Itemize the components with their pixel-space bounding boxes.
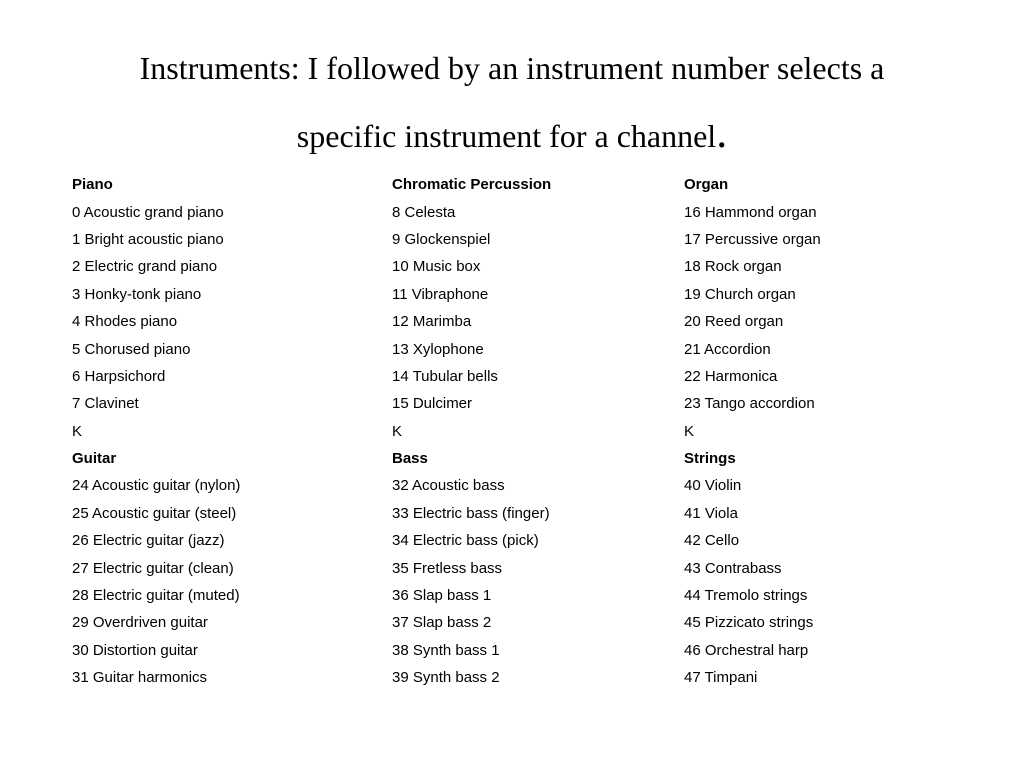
instrument-table-body (72, 171, 884, 691)
instrument-item: 36 Slap bass 1 (392, 587, 492, 605)
instrument-item: 26 Electric guitar (jazz) (72, 532, 225, 550)
group-heading: Organ (684, 176, 729, 194)
continuation-mark: K (392, 422, 403, 440)
instrument-item: 6 Harpsichord (72, 367, 166, 385)
instrument-item: 12 Marimba (392, 313, 472, 331)
instrument-item: 16 Hammond organ (684, 203, 817, 221)
group-heading: Guitar (72, 450, 117, 468)
instrument-item: 44 Tremolo strings (684, 587, 808, 605)
instrument-row (72, 500, 884, 527)
instrument-row (72, 637, 884, 664)
instrument-row (72, 198, 884, 225)
instrument-row (72, 664, 884, 691)
instrument-item: 15 Dulcimer (392, 395, 473, 413)
instrument-row (72, 335, 884, 362)
instrument-item: 5 Chorused piano (72, 340, 191, 358)
instrument-item: 37 Slap bass 2 (392, 614, 492, 632)
instrument-item: 20 Reed organ (684, 313, 784, 331)
group-heading-row (72, 171, 884, 198)
instrument-item: 42 Cello (684, 532, 740, 550)
instrument-item: 27 Electric guitar (clean) (72, 559, 234, 577)
instrument-item: 40 Violin (684, 477, 742, 495)
instrument-item: 33 Electric bass (finger) (392, 504, 550, 522)
title-line-2-text: specific instrument for a channel (296, 118, 717, 154)
instrument-item: 2 Electric grand piano (72, 258, 218, 276)
instrument-item: 10 Music box (392, 258, 481, 276)
instrument-row (72, 281, 884, 308)
instrument-item: 38 Synth bass 1 (392, 641, 500, 659)
instrument-row (72, 472, 884, 499)
instrument-item: 46 Orchestral harp (684, 641, 809, 659)
instrument-item: 19 Church organ (684, 285, 796, 303)
instrument-item: 25 Acoustic guitar (steel) (72, 504, 237, 522)
continuation-mark: K (684, 422, 695, 440)
instrument-row (72, 582, 884, 609)
instrument-item: 43 Contrabass (684, 559, 782, 577)
instrument-table (72, 171, 884, 691)
instrument-item: 41 Viola (684, 504, 738, 522)
instrument-item: 14 Tubular bells (392, 367, 498, 385)
instrument-row (72, 554, 884, 581)
instrument-row (72, 609, 884, 636)
instrument-item: 35 Fretless bass (392, 559, 503, 577)
instrument-row (72, 363, 884, 390)
instrument-item: 23 Tango accordion (684, 395, 815, 413)
group-heading: Chromatic Percussion (392, 176, 552, 194)
instrument-item: 4 Rhodes piano (72, 313, 178, 331)
instrument-row (72, 253, 884, 280)
continuation-row (72, 418, 884, 445)
instrument-item: 24 Acoustic guitar (nylon) (72, 477, 241, 495)
instrument-item: 3 Honky-tonk piano (72, 285, 202, 303)
group-heading: Strings (684, 450, 736, 468)
instrument-item: 9 Glockenspiel (392, 230, 491, 248)
instrument-item: 21 Accordion (684, 340, 771, 358)
group-heading-row (72, 445, 884, 472)
instrument-item: 8 Celesta (392, 203, 456, 221)
instrument-item: 22 Harmonica (684, 367, 778, 385)
continuation-mark: K (72, 422, 83, 440)
instrument-item: 28 Electric guitar (muted) (72, 587, 240, 605)
instrument-item: 29 Overdriven guitar (72, 614, 208, 632)
instrument-item: 31 Guitar harmonics (72, 669, 208, 687)
instrument-item: 11 Vibraphone (392, 285, 489, 303)
instrument-item: 39 Synth bass 2 (392, 669, 500, 687)
slide-title (60, 34, 964, 170)
instrument-row (72, 308, 884, 335)
instrument-item: 1 Bright acoustic piano (72, 230, 224, 248)
title-period: . (716, 108, 728, 157)
instrument-item: 32 Acoustic bass (392, 477, 505, 495)
instrument-item: 7 Clavinet (72, 395, 139, 413)
instrument-item: 0 Acoustic grand piano (72, 203, 224, 221)
instrument-item: 34 Electric bass (pick) (392, 532, 539, 550)
instrument-item: 13 Xylophone (392, 340, 484, 358)
group-heading: Piano (72, 176, 113, 194)
instrument-item: 30 Distortion guitar (72, 641, 198, 659)
instrument-row (72, 527, 884, 554)
instrument-row (72, 226, 884, 253)
instrument-item: 17 Percussive organ (684, 230, 821, 248)
instrument-item: 47 Timpani (684, 669, 758, 687)
title-line-1: Instruments: I followed by an instrument number selects a (139, 50, 885, 86)
instrument-item: 45 Pizzicato strings (684, 614, 814, 632)
title-line-2 (60, 102, 964, 170)
group-heading: Bass (392, 450, 428, 468)
instrument-row (72, 390, 884, 417)
instrument-item: 18 Rock organ (684, 258, 782, 276)
